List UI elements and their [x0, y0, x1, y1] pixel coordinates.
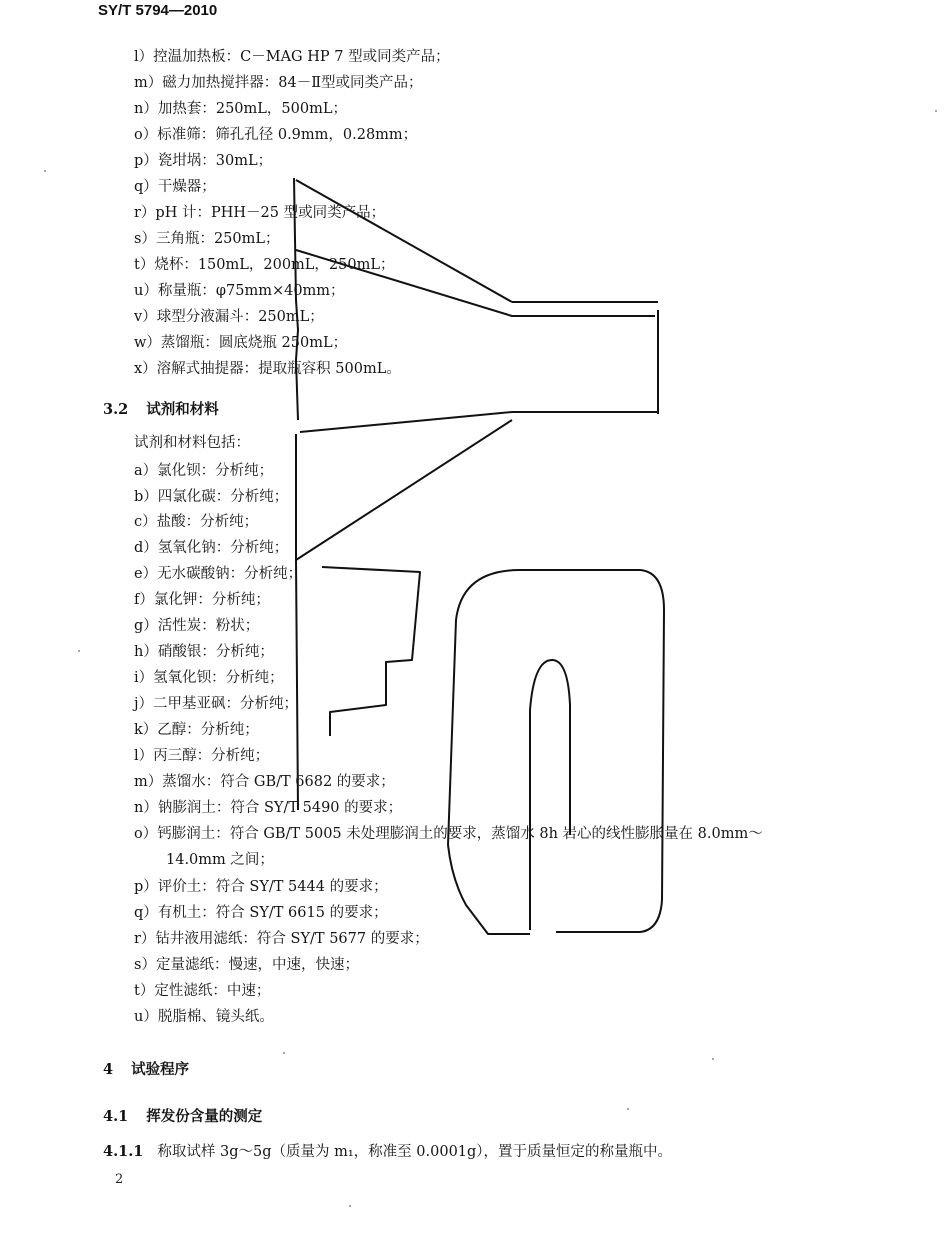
list-item: r）pH 计：PHH－25 型或同类产品； [134, 205, 386, 221]
scan-speck [44, 170, 46, 172]
list-item: w）蒸馏瓶：圆底烧瓶 250mL； [134, 335, 348, 351]
list-item: o）标准筛：筛孔孔径 0.9mm，0.28mm； [134, 127, 418, 143]
list-item: k）乙醇：分析纯； [134, 722, 259, 738]
scan-speck [935, 110, 937, 112]
list-item: x）溶解式抽提器：提取瓶容积 500mL。 [134, 361, 401, 377]
list-item: i）氢氧化钡：分析纯； [134, 670, 284, 686]
section-number: 3.2 [103, 401, 129, 418]
funnel-inner-upper [296, 250, 655, 316]
u-bend-inner [530, 660, 570, 930]
section-number: 4.1 [103, 1108, 129, 1125]
page-number: 2 [115, 1172, 124, 1187]
reagents-intro: 试剂和材料包括： [134, 435, 250, 451]
list-item: m）蒸馏水：符合 GB/T 6682 的要求； [134, 774, 395, 790]
list-item: e）无水碳酸钠：分析纯； [134, 566, 303, 582]
list-item: u）脱脂棉、镜头纸。 [134, 1009, 274, 1025]
list-item: l）丙三醇：分析纯； [134, 748, 270, 764]
funnel-lower-diagonal [300, 412, 512, 432]
list-item: l）控温加热板：C－MAG HP 7 型或同类产品； [134, 49, 450, 65]
scan-speck [712, 1058, 714, 1060]
list-item: a）氯化钡：分析纯； [134, 463, 274, 479]
list-item: v）球型分液漏斗：250mL； [134, 309, 324, 325]
tube-left-wall [296, 560, 298, 810]
list-item: n）钠膨润土：符合 SY/T 5490 的要求； [134, 800, 403, 816]
list-item: h）硝酸银：分析纯； [134, 644, 274, 660]
scan-speck [627, 1108, 629, 1110]
list-item: t）烧杯：150mL，200mL，250mL； [134, 257, 395, 273]
paragraph-text: 称取试样 3g～5g（质量为 m₁，称准至 0.0001g），置于质量恒定的称量瓶中。 [157, 1144, 673, 1160]
list-item: f）氯化钾：分析纯； [134, 592, 270, 608]
list-item: t）定性滤纸：中速； [134, 983, 271, 999]
bracket-top [322, 567, 420, 736]
list-item: p）评价土：符合 SY/T 5444 的要求； [134, 879, 388, 895]
paragraph-number: 4.1.1 [103, 1143, 144, 1160]
list-item: r）钻井液用滤纸：符合 SY/T 5677 的要求； [134, 931, 429, 947]
list-item: g）活性炭：粉状； [134, 618, 260, 634]
list-item: u）称量瓶：φ75mm×40mm； [134, 283, 345, 299]
section-title: 试验程序 [131, 1061, 190, 1078]
section-title: 挥发份含量的测定 [146, 1108, 263, 1125]
list-item: o）钙膨润土：符合 GB/T 5005 未处理膨润土的要求，蒸馏水 8h 岩心的线性膨胀量在 8.0mm～ [134, 826, 763, 842]
scan-speck [78, 650, 80, 652]
funnel-lower-wedge [296, 420, 512, 560]
list-item-continuation: 14.0mm 之间； [166, 852, 274, 868]
funnel-upper-outline [294, 178, 298, 420]
scan-speck [349, 1205, 351, 1207]
list-item: d）氢氧化钠：分析纯； [134, 540, 289, 556]
list-item: s）定量滤纸：慢速，中速，快速； [134, 957, 359, 973]
section-number: 4 [103, 1061, 114, 1078]
standard-header: SY/T 5794—2010 [98, 2, 218, 19]
section-title: 试剂和材料 [146, 401, 219, 418]
list-item: c）盐酸：分析纯； [134, 514, 259, 530]
u-bend-outer [448, 570, 664, 932]
list-item: b）四氯化碳：分析纯； [134, 489, 289, 505]
list-item: n）加热套：250mL，500mL； [134, 101, 347, 117]
list-item: m）磁力加热搅拌器：84－Ⅱ型或同类产品； [134, 75, 423, 91]
list-item: s）三角瓶：250mL； [134, 231, 280, 247]
list-item: q）有机土：符合 SY/T 6615 的要求； [134, 905, 388, 921]
list-item: q）干燥器； [134, 179, 216, 195]
list-item: j）二甲基亚砜：分析纯； [134, 696, 298, 712]
u-bend-left-lower [448, 845, 530, 934]
list-item: p）瓷坩埚：30mL； [134, 153, 273, 169]
scan-speck [283, 1052, 285, 1054]
